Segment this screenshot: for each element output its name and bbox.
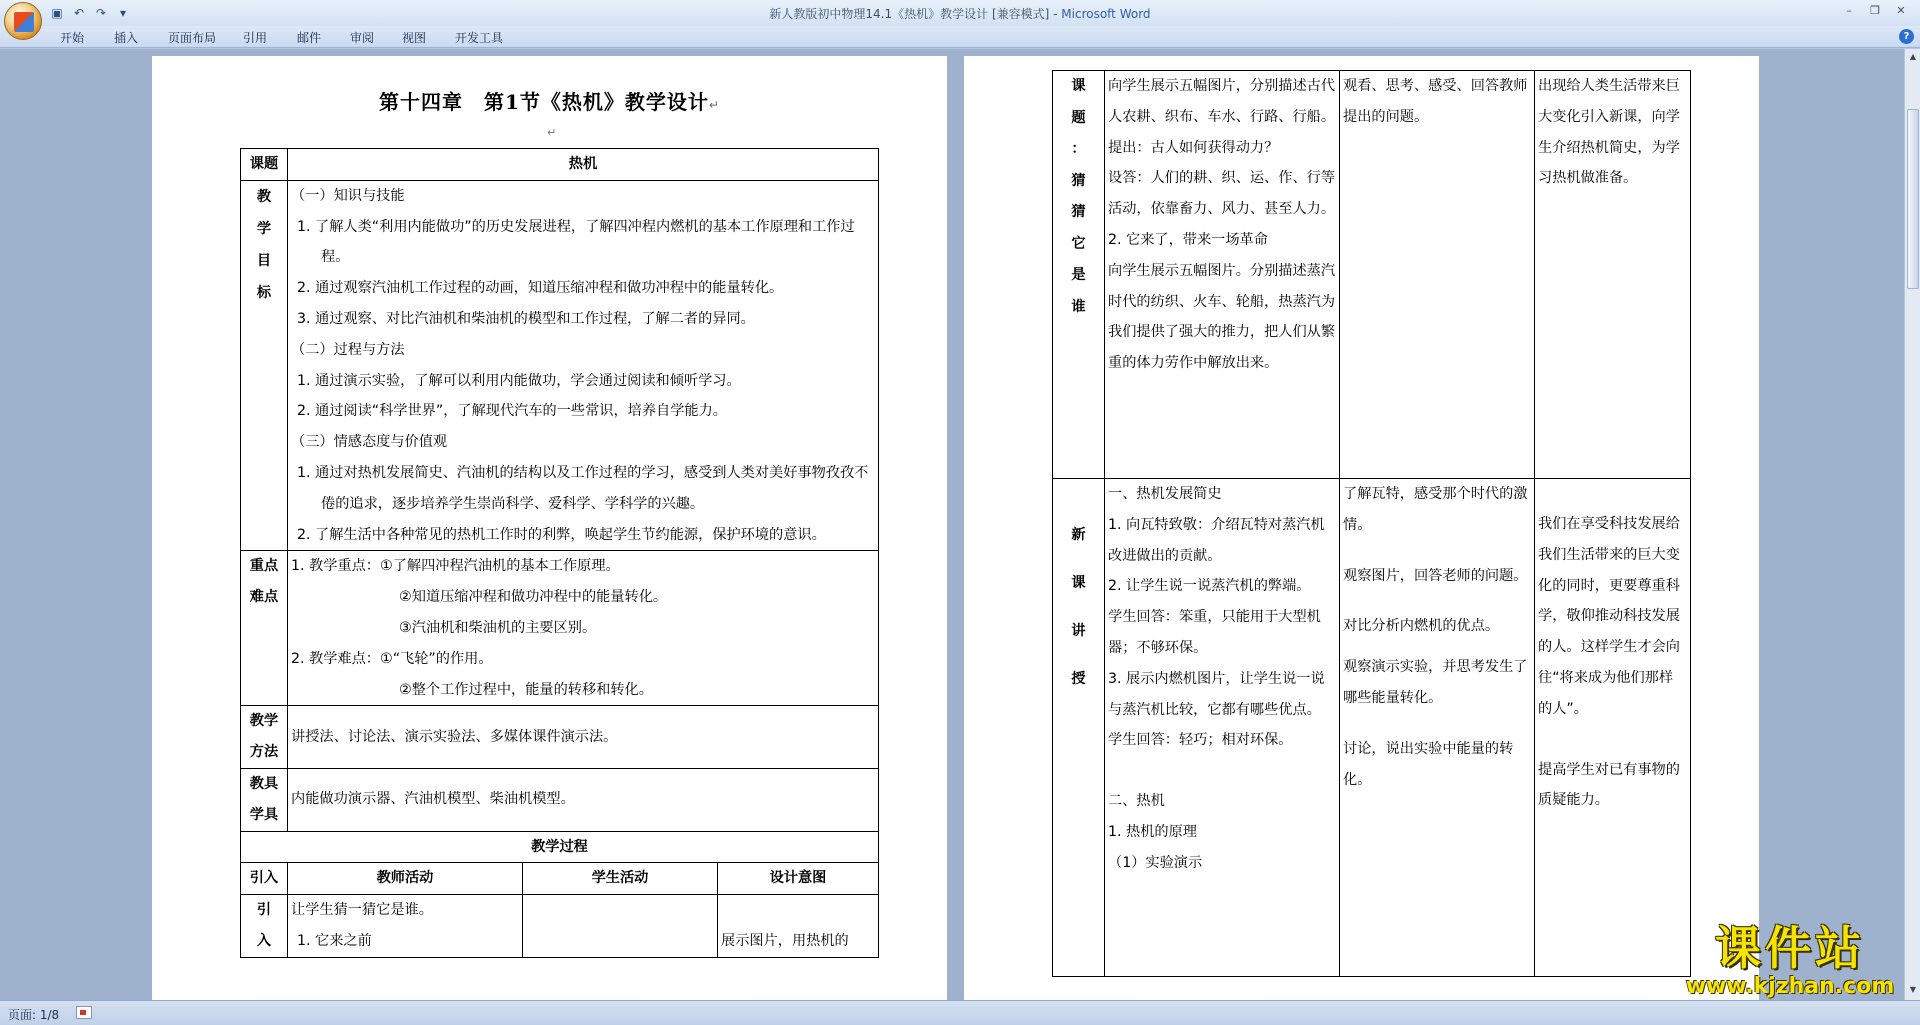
row2-design [1535, 479, 1691, 977]
table-row [241, 863, 879, 895]
teacher-line: 1. 热机的原理 [1108, 823, 1197, 840]
teacher-line: 学生回答：笨重，只能用于大型机器；不够环保。 [1108, 609, 1321, 656]
topic-value: 热机 [288, 149, 879, 181]
key-point: 2. 教学难点：①“飞轮”的作用。 [291, 650, 493, 667]
redo-icon[interactable]: ↷ [95, 6, 107, 20]
row1-label-char: 猜 [1071, 204, 1086, 220]
teacher-line: 1. 向瓦特致敬：介绍瓦特对蒸汽机改进做出的贡献。 [1108, 516, 1325, 564]
undo-icon[interactable]: ↶ [73, 6, 85, 20]
blank-line [1343, 642, 1531, 652]
teacher-line: 提出：古人如何获得动力？ [1108, 139, 1279, 156]
scroll-down-icon[interactable]: ▼ [1909, 985, 1917, 994]
ribbon-tabs [0, 26, 1920, 48]
goals-label-char: 目 [256, 252, 272, 269]
lesson-plan-table [240, 148, 879, 958]
page-2 [964, 56, 1759, 1001]
key-label-line: 难点 [249, 589, 279, 606]
row1-design [1535, 71, 1691, 479]
window-controls [1836, 2, 1914, 20]
window-title [0, 5, 1920, 22]
app-name: Microsoft Word [1061, 7, 1151, 21]
teacher-line: 设答：人们的耕、织、运、作、行等活动，依靠畜力、风力、甚至人力。 [1108, 170, 1336, 218]
tab-review[interactable]: 审阅 [350, 31, 375, 45]
minimize-button[interactable]: – [1846, 4, 1852, 17]
intro-teacher-line: 1. 它来之前 [297, 932, 372, 949]
close-button[interactable]: ✕ [1896, 4, 1906, 17]
intro-design [718, 895, 879, 958]
table-row [241, 551, 879, 706]
method-value: 讲授法、讨论法、演示实验法、多媒体课件演示法。 [288, 706, 879, 769]
row2-label-char: 课 [1071, 575, 1086, 591]
goals-label-char: 标 [256, 284, 272, 301]
key-point: 1. 教学重点：①了解四冲程汽油机的基本工作原理。 [291, 558, 620, 575]
goal-heading: （一）知识与技能 [291, 187, 405, 204]
tab-page-layout[interactable]: 页面布局 [168, 31, 217, 45]
save-icon[interactable]: ▣ [51, 6, 63, 20]
table-row [241, 895, 879, 958]
page-1 [152, 56, 947, 1001]
tools-value: 内能做功演示器、汽油机模型、柴油机模型。 [288, 768, 879, 831]
row2-teacher [1105, 479, 1340, 977]
watermark-url: www.kjzhan.com [1685, 974, 1895, 999]
row1-label-char: 它 [1071, 235, 1086, 252]
page-indicator[interactable]: 页面: 1/8 [8, 1008, 60, 1022]
design-line: 提高学生对已有事物的质疑能力。 [1538, 761, 1680, 809]
row2-label-char: 授 [1071, 671, 1086, 687]
row1-student [1340, 71, 1535, 479]
process-header: 教师活动 [288, 863, 523, 895]
student-line: 观察图片，回答老师的问题。 [1343, 567, 1528, 584]
lesson-plan-table-continued [1052, 70, 1691, 977]
process-header: 学生活动 [523, 863, 718, 895]
teacher-line: 一、热机发展简史 [1108, 486, 1222, 502]
intro-label-char: 入 [256, 932, 272, 949]
teacher-line: 二、热机 [1108, 793, 1165, 810]
key-point: ③汽油机和柴油机的主要区别。 [399, 619, 597, 636]
teacher-line: 学生回答：轻巧；相对环保。 [1108, 732, 1293, 749]
method-label [241, 706, 288, 769]
tools-label-line: 学具 [249, 806, 279, 823]
design-line: 我们在享受科技发展给我们生活带来的巨大变化的同时，更要尊重科学，敬仰推动科技发展的人。这样学生才会向往“将来成为他们那样的人”。 [1538, 516, 1680, 717]
method-label-line: 教学 [249, 713, 279, 730]
blank-line [1343, 541, 1531, 561]
row1-label-char: ： [1071, 141, 1086, 157]
tab-home[interactable]: 开始 [60, 31, 85, 45]
blank-line [1538, 725, 1687, 755]
method-label-line: 方法 [249, 744, 279, 761]
title-bar [0, 0, 1920, 26]
row2-label-char: 讲 [1071, 623, 1086, 639]
customize-icon[interactable]: ▾ [119, 6, 127, 20]
document-title [152, 86, 947, 115]
table-row [241, 831, 879, 863]
goal-heading: （三）情感态度与价值观 [291, 434, 448, 451]
row1-label-char: 猜 [1071, 172, 1086, 189]
blank-line [1343, 714, 1531, 734]
intro-label-char: 引 [256, 902, 272, 919]
topic-label: 课题 [241, 149, 288, 181]
scroll-up-icon[interactable]: ▲ [1909, 52, 1917, 61]
process-header: 设计意图 [718, 863, 879, 895]
status-bar [0, 1000, 1920, 1025]
tab-insert[interactable]: 插入 [114, 31, 139, 45]
tab-references[interactable]: 引用 [243, 31, 268, 45]
teacher-line: 向学生展示五幅图片。分别描述蒸汽时代的纺织、火车、轮船，热蒸汽为我们提供了强大的推力，把人们从繁重的体力劳作中解放出来。 [1108, 262, 1336, 372]
key-points-content [288, 551, 879, 706]
process-title: 教学过程 [241, 831, 879, 863]
goal-item: 1. 通过对热机发展简史、汽油机的结构以及工作过程的学习，感受到人类对美好事物孜孜不倦的追求，逐步培养学生崇尚科学、爱科学、学科学的兴趣。 [297, 464, 869, 512]
goal-item: 2. 通过阅读“科学世界”，了解现代汽车的一些常识，培养自学能力。 [297, 403, 727, 420]
office-logo-icon [14, 12, 34, 32]
goals-content [288, 180, 879, 551]
scroll-thumb[interactable] [1907, 109, 1919, 289]
key-point: ②知道压缩冲程和做功冲程中的能量转化。 [399, 589, 668, 606]
goal-item: 2. 通过观察汽油机工作过程的动画，知道压缩冲程和做功冲程中的能量转化。 [297, 280, 784, 297]
teacher-line: （1）实验演示 [1108, 854, 1203, 871]
table-row [241, 180, 879, 551]
tab-mailings[interactable]: 邮件 [297, 31, 322, 45]
row1-label-char: 是 [1071, 267, 1086, 283]
goals-label-char: 教 [256, 188, 272, 205]
goal-item: 3. 通过观察、对比汽油机和柴油机的模型和工作过程，了解二者的异同。 [297, 310, 755, 327]
watermark [1660, 922, 1920, 1000]
process-header: 引入 [241, 863, 288, 895]
table-row [241, 706, 879, 769]
intro-student [523, 895, 718, 958]
blank-line [1108, 756, 1336, 786]
row1-label-char: 谁 [1071, 298, 1086, 315]
tab-developer[interactable]: 开发工具 [455, 31, 504, 45]
teacher-line: 向学生展示五幅图片，分别描述古代人农耕、织布、车水、行路、行船。 [1108, 78, 1336, 125]
paragraph-mark: ↵ [708, 98, 720, 112]
row1-label [1053, 71, 1105, 479]
student-line: 观看、思考、感受、回答教师提出的问题。 [1343, 78, 1528, 125]
table-row [241, 149, 879, 181]
office-button[interactable] [4, 2, 42, 40]
key-points-label [241, 551, 288, 706]
goals-label [241, 180, 288, 551]
row1-label-char: 课 [1071, 78, 1086, 94]
table-row [241, 768, 879, 831]
goal-item: 2. 了解生活中各种常见的热机工作时的利弊，唤起学生节约能源，保护环境的意识。 [297, 526, 826, 543]
teacher-line: 3. 展示内燃机图片，让学生说一说与蒸汽机比较，它都有哪些优点。 [1108, 670, 1325, 718]
intro-teacher-line: 让学生猜一猜它是谁。 [291, 902, 433, 919]
watermark-title: 课件站 [1715, 921, 1865, 975]
tools-label [241, 768, 288, 831]
intro-label [241, 895, 288, 958]
row1-teacher [1105, 71, 1340, 479]
goals-label-char: 学 [256, 220, 272, 237]
teacher-line: 2. 让学生说一说蒸汽机的弊端。 [1108, 578, 1311, 595]
help-icon[interactable]: ? [1899, 29, 1914, 44]
document-title-text: 第十四章 第1节《热机》教学设计 [379, 90, 709, 114]
table-row [1053, 479, 1691, 977]
tab-view[interactable]: 视图 [402, 31, 427, 45]
teacher-line: 2. 它来了，带来一场革命 [1108, 231, 1268, 248]
row2-label [1053, 479, 1105, 977]
row2-student [1340, 479, 1535, 977]
tools-label-line: 教具 [249, 775, 279, 792]
proofing-icon[interactable] [76, 1006, 92, 1019]
vertical-scrollbar[interactable] [1904, 49, 1920, 1000]
goal-item: 1. 了解人类“利用内能做功”的历史发展进程，了解四冲程内燃机的基本工作原理和工作过程。 [297, 218, 855, 266]
key-label-line: 重点 [249, 558, 279, 575]
intro-design-line: 展示图片，用热机的 [721, 932, 849, 949]
student-line: 观察演示实验，并思考发生了哪些能量转化。 [1343, 659, 1528, 706]
student-line: 对比分析内燃机的优点。 [1343, 618, 1500, 635]
blank-line [1538, 479, 1687, 509]
student-line: 了解瓦特，感受那个时代的激情。 [1343, 486, 1528, 533]
row1-label-char: 题 [1071, 109, 1086, 126]
document-name: 新人教版初中物理14.1《热机》教学设计 [兼容模式] - [769, 7, 1062, 21]
table-row [1053, 71, 1691, 479]
row2-label-char: 新 [1071, 527, 1086, 543]
blank-line [1343, 591, 1531, 611]
paragraph-mark: ↵ [547, 126, 557, 139]
key-point: ②整个工作过程中，能量的转移和转化。 [399, 681, 653, 698]
intro-teacher [288, 895, 523, 958]
design-line: 出现给人类生活带来巨大变化引入新课，向学生介绍热机简史，为学习热机做准备。 [1538, 78, 1680, 187]
student-line: 讨论，说出实验中能量的转化。 [1343, 740, 1514, 788]
goal-heading: （二）过程与方法 [291, 341, 405, 358]
restore-button[interactable]: ❐ [1870, 4, 1880, 17]
goal-item: 1. 通过演示实验，了解可以利用内能做功，学会通过阅读和倾听学习。 [297, 372, 741, 389]
